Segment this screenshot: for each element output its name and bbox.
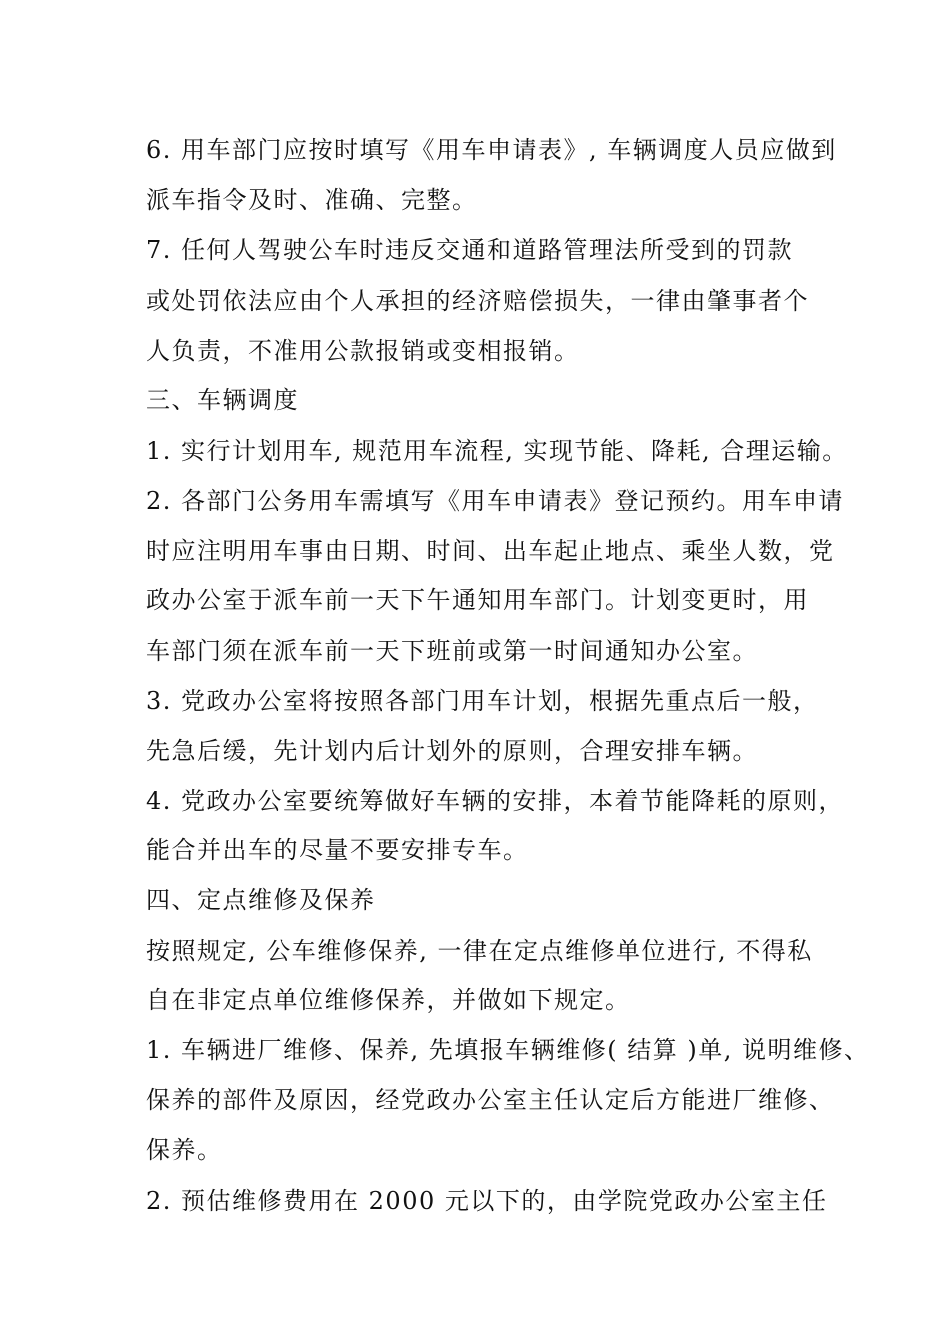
text-line: 7. 任何人驾驶公车时违反交通和道路管理法所受到的罚款 [146, 236, 794, 264]
text-line: 2. 预估维修费用在 2000 元以下的，由学院党政办公室主任 [146, 1187, 828, 1215]
text-line: 按照规定, 公车维修保养, 一律在定点维修单位进行, 不得私 [146, 937, 813, 965]
section-heading: 三、车辆调度 [146, 386, 299, 414]
text-line: 1. 车辆进厂维修、保养, 先填报车辆维修( 结算 )单, 说明维修、 [146, 1036, 870, 1064]
text-line: 能合并出车的尽量不要安排专车。 [146, 836, 529, 864]
text-line: 派车指令及时、准确、完整。 [146, 186, 478, 214]
section-heading: 四、定点维修及保养 [146, 886, 376, 914]
text-line: 6. 用车部门应按时填写《用车申请表》, 车辆调度人员应做到 [146, 136, 837, 164]
text-line: 3. 党政办公室将按照各部门用车计划，根据先重点后一般， [146, 687, 819, 715]
text-line: 保养的部件及原因，经党政办公室主任认定后方能进厂维修、 [146, 1086, 835, 1114]
text-line: 1. 实行计划用车, 规范用车流程, 实现节能、降耗, 合理运输。 [146, 437, 848, 465]
text-line: 人负责，不准用公款报销或变相报销。 [146, 337, 580, 365]
text-line: 车部门须在派车前一天下班前或第一时间通知办公室。 [146, 637, 758, 665]
text-line: 政办公室于派车前一天下午通知用车部门。计划变更时，用 [146, 586, 809, 614]
text-line: 4. 党政办公室要统筹做好车辆的安排，本着节能降耗的原则， [146, 787, 845, 815]
text-line: 2. 各部门公务用车需填写《用车申请表》登记预约。用车申请 [146, 487, 845, 515]
text-line: 保养。 [146, 1136, 223, 1164]
text-line: 先急后缓，先计划内后计划外的原则，合理安排车辆。 [146, 737, 758, 765]
text-line: 时应注明用车事由日期、时间、出车起止地点、乘坐人数，党 [146, 537, 835, 565]
text-line: 自在非定点单位维修保养，并做如下规定。 [146, 986, 631, 1014]
text-line: 或处罚依法应由个人承担的经济赔偿损失，一律由肇事者个 [146, 287, 809, 315]
